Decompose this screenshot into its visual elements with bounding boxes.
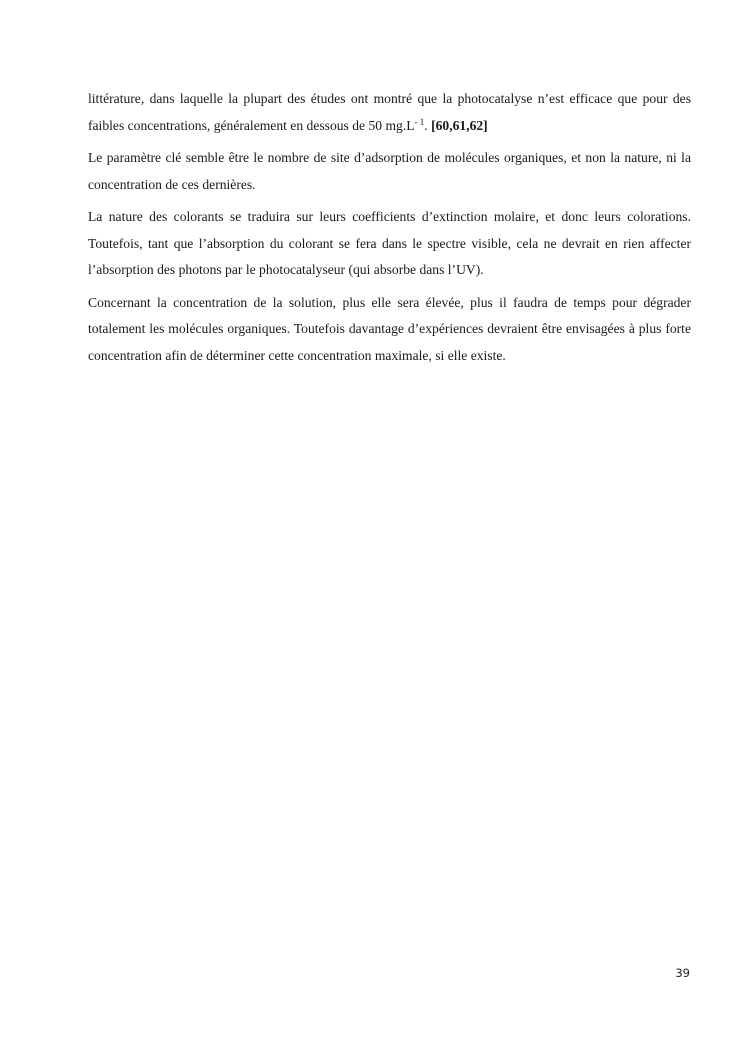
paragraph-3: La nature des colorants se traduira sur leurs coefficients d’extinction molaire, et donc leurs colorations. Toutefois, tant que l’absorption du colorant se fera dans le spectre visible, cela ne devrait en rien affecter l’absorption des photons par le photocatalyseur (qui absorbe dans l’UV).: [88, 209, 691, 277]
paragraph-2: Le paramètre clé semble être le nombre de site d’adsorption de molécules organiques, et non la nature, ni la concentration de ces dernières.: [88, 150, 691, 192]
paragraph-1-punct: .: [424, 117, 432, 133]
body-text: [88, 86, 691, 375]
unit-superscript: - 1: [414, 116, 425, 127]
paragraph-1: [88, 86, 691, 139]
page-number: 39: [675, 966, 690, 980]
paragraph-1-text: littérature, dans laquelle la plupart des études ont montré que la photocatalyse n’est efficace que pour des faibles concentrations, généralement en dessous de 50 mg.L: [88, 91, 691, 133]
citation-refs: [60,61,62]: [431, 117, 488, 133]
paragraph-4: Concernant la concentration de la solution, plus elle sera élevée, plus il faudra de temps pour dégrader totalement les molécules organiques. Toutefois davantage d’expériences devraient être envisagées à plus forte concentration afin de déterminer cette concentration maximale, si elle existe.: [88, 294, 691, 363]
